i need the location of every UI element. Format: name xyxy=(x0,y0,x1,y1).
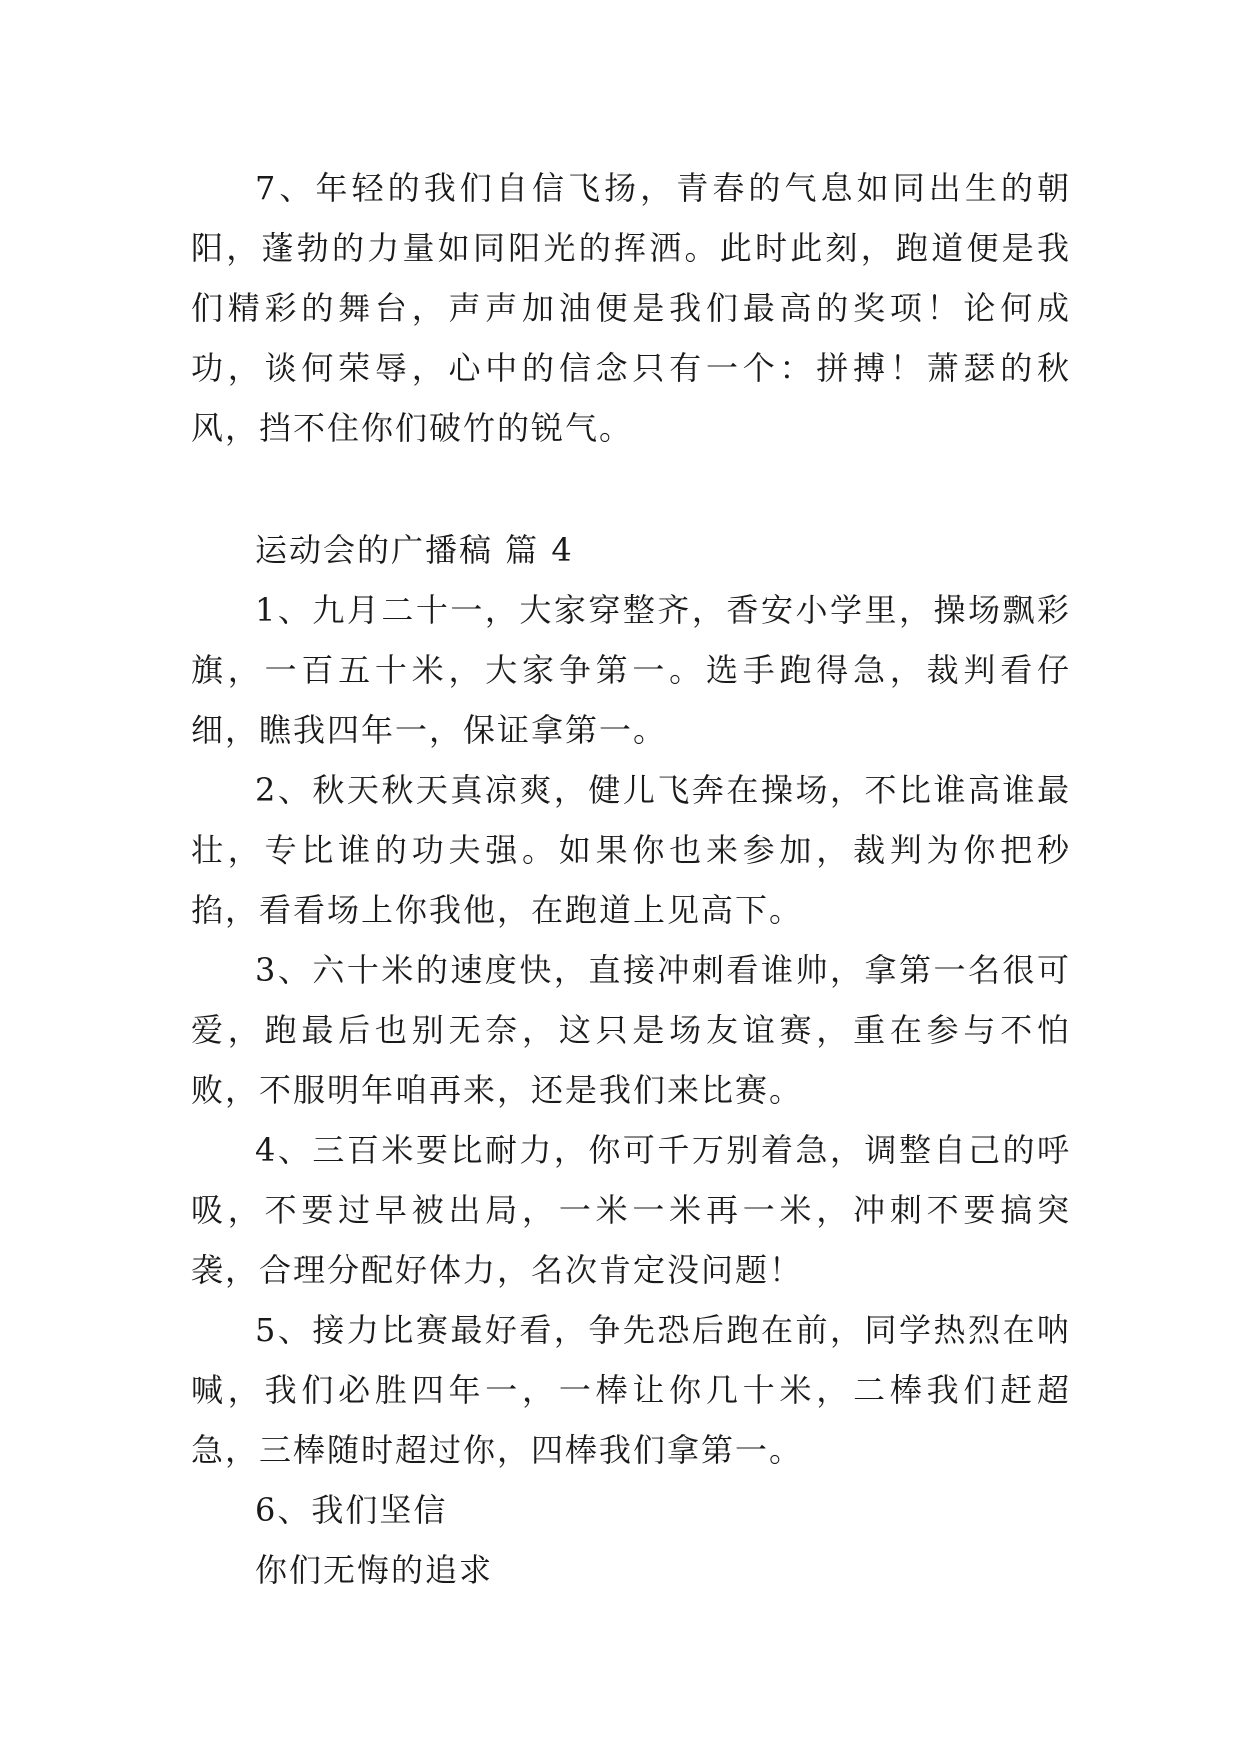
paragraph-5: 5、接力比赛最好看，争先恐后跑在前，同学热烈在呐喊，我们必胜四年一，一棒让你几十米，二棒我们赶超急，三棒随时超过你，四棒我们拿第一。 xyxy=(191,1311,1071,1469)
paragraph-2: 2、秋天秋天真凉爽，健儿飞奔在操场，不比谁高谁最壮，专比谁的功夫强。如果你也来参加，裁判为你把秒掐，看看场上你我他，在跑道上见高下。 xyxy=(191,771,1071,929)
document-body xyxy=(191,158,1071,1600)
paragraph-6: 6、我们坚信 xyxy=(255,1491,448,1529)
paragraph-6-line-2: 你们无悔的追求 xyxy=(255,1551,494,1589)
paragraph-3: 3、六十米的速度快，直接冲刺看谁帅，拿第一名很可爱，跑最后也别无奈，这只是场友谊赛，重在参与不怕败，不服明年咱再来，还是我们来比赛。 xyxy=(191,951,1071,1109)
paragraph-1: 1、九月二十一，大家穿整齐，香安小学里，操场飘彩旗，一百五十米，大家争第一。选手跑得急，裁判看仔细，瞧我四年一，保证拿第一。 xyxy=(191,591,1071,749)
paragraph-7: 7、年轻的我们自信飞扬，青春的气息如同出生的朝阳，蓬勃的力量如同阳光的挥洒。此时此刻，跑道便是我们精彩的舞台，声声加油便是我们最高的奖项！论何成功，谈何荣辱，心中的信念只有一个：拼搏！萧瑟的秋风，挡不住你们破竹的锐气。 xyxy=(191,169,1071,447)
section-gap xyxy=(191,458,1071,520)
paragraph-4: 4、三百米要比耐力，你可千万别着急，调整自己的呼吸，不要过早被出局，一米一米再一米，冲刺不要搞突袭，合理分配好体力，名次肯定没问题！ xyxy=(191,1131,1071,1289)
section-title: 运动会的广播稿 篇 4 xyxy=(255,531,574,569)
